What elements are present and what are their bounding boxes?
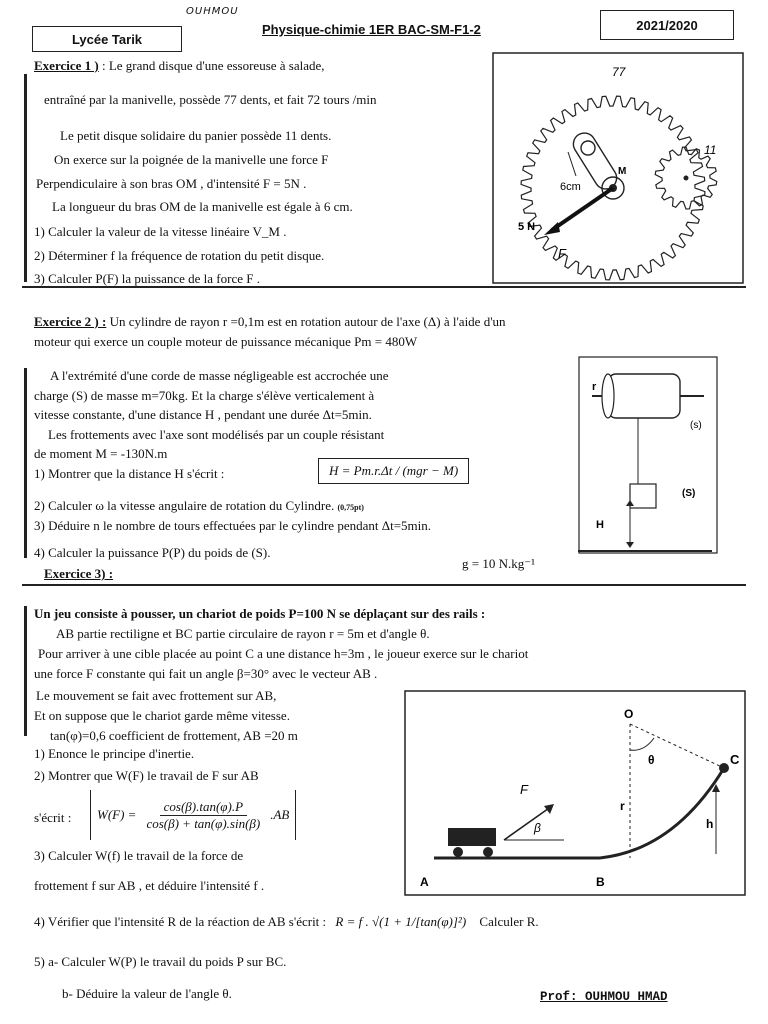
ex1-line-7: 2) Déterminer f la fréquence de rotation du petit disque. bbox=[34, 248, 325, 263]
ex3-text-12: 4) Vérifier que l'intensité R de la réaction de AB s'écrit : bbox=[34, 914, 327, 929]
ex1-line-0 bbox=[34, 58, 325, 74]
small-gear-center bbox=[684, 176, 689, 181]
ex1-line-5: La longueur du bras OM de la manivelle est égale à 6 cm. bbox=[52, 199, 353, 214]
work-fraction bbox=[142, 799, 264, 832]
ex2-title: Exercice 2 ) : bbox=[34, 314, 107, 329]
ex2-line-8 bbox=[34, 498, 364, 514]
work-denominator: cos(β) + tan(φ).sin(β) bbox=[146, 815, 261, 831]
arc-bc bbox=[600, 768, 724, 858]
ex2-line-5: Les frottements avec l'axe sont modélisés par un couple résistant bbox=[48, 427, 385, 442]
cart-wheel-2 bbox=[483, 847, 493, 857]
ex1-title: Exercice 1 ) bbox=[34, 58, 99, 73]
force-arrow bbox=[552, 188, 613, 230]
ex2-points-note: (0,75pt) bbox=[337, 503, 364, 512]
ex1-gear-figure bbox=[492, 52, 744, 284]
cart-body bbox=[448, 828, 496, 846]
ex2-formula-box bbox=[318, 458, 469, 484]
force-value-label: 5 N bbox=[518, 221, 536, 233]
radius-label: r bbox=[592, 381, 597, 393]
work-numerator: cos(β).tan(φ).P bbox=[160, 799, 247, 816]
big-teeth-label: 77 bbox=[612, 65, 626, 79]
label-r: r bbox=[620, 799, 625, 813]
label-f: F bbox=[520, 782, 528, 797]
ex2-text-8: 2) Calculer ω la vitesse angulaire de rotation du Cylindre. bbox=[34, 498, 335, 513]
ex3-line-5: Et on suppose que le chariot garde même vitesse. bbox=[34, 708, 290, 723]
ex3-line-9: s'écrit : bbox=[34, 810, 72, 825]
ex1-separator bbox=[22, 286, 746, 288]
ex2-g-value: g = 10 N.kg⁻¹ bbox=[462, 556, 535, 571]
radius-oc bbox=[630, 724, 724, 768]
work-formula-lhs: W(F) = bbox=[97, 807, 137, 822]
ex3-title bbox=[44, 566, 113, 582]
cylinder-body bbox=[608, 374, 680, 418]
dimension-arrow bbox=[568, 152, 576, 176]
force-arrowhead bbox=[544, 222, 560, 235]
s-label-top: (s) bbox=[690, 420, 702, 431]
figure-frame bbox=[405, 691, 745, 895]
ex3-line-3: une force F constante qui fait un angle β=30° avec le vecteur AB . bbox=[34, 666, 378, 681]
ex2-cylinder-figure bbox=[578, 356, 718, 556]
cart-wheel-1 bbox=[453, 847, 463, 857]
ex3-track-figure bbox=[404, 690, 746, 896]
ex1-line-2: Le petit disque solidaire du panier possède 11 dents. bbox=[60, 128, 332, 143]
theta-arc bbox=[630, 738, 654, 750]
ex2-line-6: de moment M = -130N.m bbox=[34, 446, 168, 461]
ex2-line-1: moteur qui exerce un couple moteur de puissance mécanique Pm = 480W bbox=[34, 334, 418, 349]
ex3-title-text: Exercice 3) : bbox=[44, 566, 114, 581]
ex3-line-7: 1) Enonce le principe d'inertie. bbox=[34, 746, 195, 761]
ex1-line-1: entraîné par la manivelle, possède 77 dents, et fait 72 tours /min bbox=[44, 92, 377, 107]
label-c: C bbox=[730, 752, 740, 767]
signature: Prof: OUHMOU HMAD bbox=[540, 990, 668, 1004]
ex1-text-0: : Le grand disque d'une essoreuse à salade, bbox=[101, 58, 325, 73]
cylinder-end bbox=[602, 374, 614, 418]
label-o: O bbox=[624, 707, 634, 721]
ex2-line-9: 3) Déduire n le nombre de tours effectuées par le cylindre pendant Δt=5min. bbox=[34, 518, 432, 533]
ex2-line-4: vitesse constante, d'une distance H , pendant une durée Δt=5min. bbox=[34, 407, 372, 422]
load-box bbox=[630, 484, 656, 508]
ex3-line-6: tan(φ)=0,6 coefficient de frottement, AB =20 m bbox=[50, 728, 298, 743]
handwritten-name: OUHMOU bbox=[186, 6, 239, 17]
ex3-line-11: frottement f sur AB , et déduire l'intensité f . bbox=[34, 878, 265, 893]
target-c bbox=[719, 763, 729, 773]
ex3-line-0: Un jeu consiste à pousser, un chariot de poids P=100 N se déplaçant sur des rails : bbox=[34, 606, 486, 621]
ex2-formula: H = Pm.r.Δt / (mgr − M) bbox=[329, 463, 459, 478]
ex3-left-bar bbox=[24, 606, 27, 736]
school-box bbox=[32, 26, 182, 52]
work-formula-rhs: .AB bbox=[270, 807, 290, 822]
label-theta: θ bbox=[648, 753, 655, 767]
ex2-line-2: A l'extrémité d'une corde de masse négligeable est accrochée une bbox=[50, 368, 389, 383]
ex2-figure-ground bbox=[578, 550, 712, 552]
school-name: Lycée Tarik bbox=[71, 31, 143, 47]
ex2-line-0 bbox=[34, 314, 506, 330]
ex1-line-6: 1) Calculer la valeur de la vitesse linéaire V_M . bbox=[34, 224, 287, 239]
arm-length-label: 6cm bbox=[560, 181, 581, 193]
ex3-line-14: 5) a- Calculer W(P) le travail du poids P sur BC. bbox=[34, 954, 287, 969]
force-f-arrow bbox=[504, 806, 552, 840]
s-label-load: (S) bbox=[682, 488, 696, 499]
ex3-line-12 bbox=[34, 914, 539, 930]
ex3-line-8: 2) Montrer que W(F) le travail de F sur AB bbox=[34, 768, 259, 783]
ex3-text-13: Calculer R. bbox=[479, 914, 539, 929]
ex2-text-0: Un cylindre de rayon r =0,1m est en rotation autour de l'axe (Δ) à l'aide d'un bbox=[109, 314, 506, 329]
ex1-line-3: On exerce sur la poignée de la manivelle une force F bbox=[54, 152, 329, 167]
year-box bbox=[600, 10, 734, 40]
small-teeth-label: 11 bbox=[704, 143, 717, 157]
ex2-line-3: charge (S) de masse m=70kg. Et la charge s'élève verticalement à bbox=[34, 388, 375, 403]
ex3-line-10: 3) Calculer W(f) le travail de la force de bbox=[34, 848, 244, 863]
ex2-left-bar bbox=[24, 368, 27, 558]
h-label: H bbox=[596, 519, 604, 531]
ex2-line-10: 4) Calculer la puissance P(P) du poids de (S). bbox=[34, 545, 271, 560]
point-m-label: M bbox=[618, 166, 627, 177]
ex3-work-formula bbox=[90, 790, 296, 840]
ex3-line-2: Pour arriver à une cible placée au point C a une distance h=3m , le joueur exerce sur le chariot bbox=[38, 646, 529, 661]
class-title: Physique-chimie 1ER BAC-SM-F1-2 bbox=[262, 22, 481, 37]
ex2-separator bbox=[22, 584, 746, 586]
label-b: B bbox=[596, 875, 605, 889]
label-a: A bbox=[420, 875, 429, 889]
label-h: h bbox=[706, 817, 714, 831]
ex3-r-formula: R = f . √(1 + 1/[tan(φ)]²) bbox=[335, 914, 467, 929]
ex3-line-1: AB partie rectiligne et BC partie circulaire de rayon r = 5m et d'angle θ. bbox=[56, 626, 430, 641]
ex1-line-4: Perpendiculaire à son bras OM , d'intensité F = 5N . bbox=[36, 176, 307, 191]
ex1-left-bar bbox=[24, 74, 27, 282]
ex3-line-4: Le mouvement se fait avec frottement sur AB, bbox=[36, 688, 277, 703]
ex1-line-8: 3) Calculer P(F) la puissance de la force F . bbox=[34, 271, 260, 286]
year: 2021/2020 bbox=[636, 17, 698, 33]
label-beta: β bbox=[534, 821, 541, 835]
force-name-label: F bbox=[558, 246, 566, 261]
ex2-line-7: 1) Montrer que la distance H s'écrit : bbox=[34, 466, 225, 481]
ex3-line-15: b- Déduire la valeur de l'angle θ. bbox=[62, 986, 232, 1001]
